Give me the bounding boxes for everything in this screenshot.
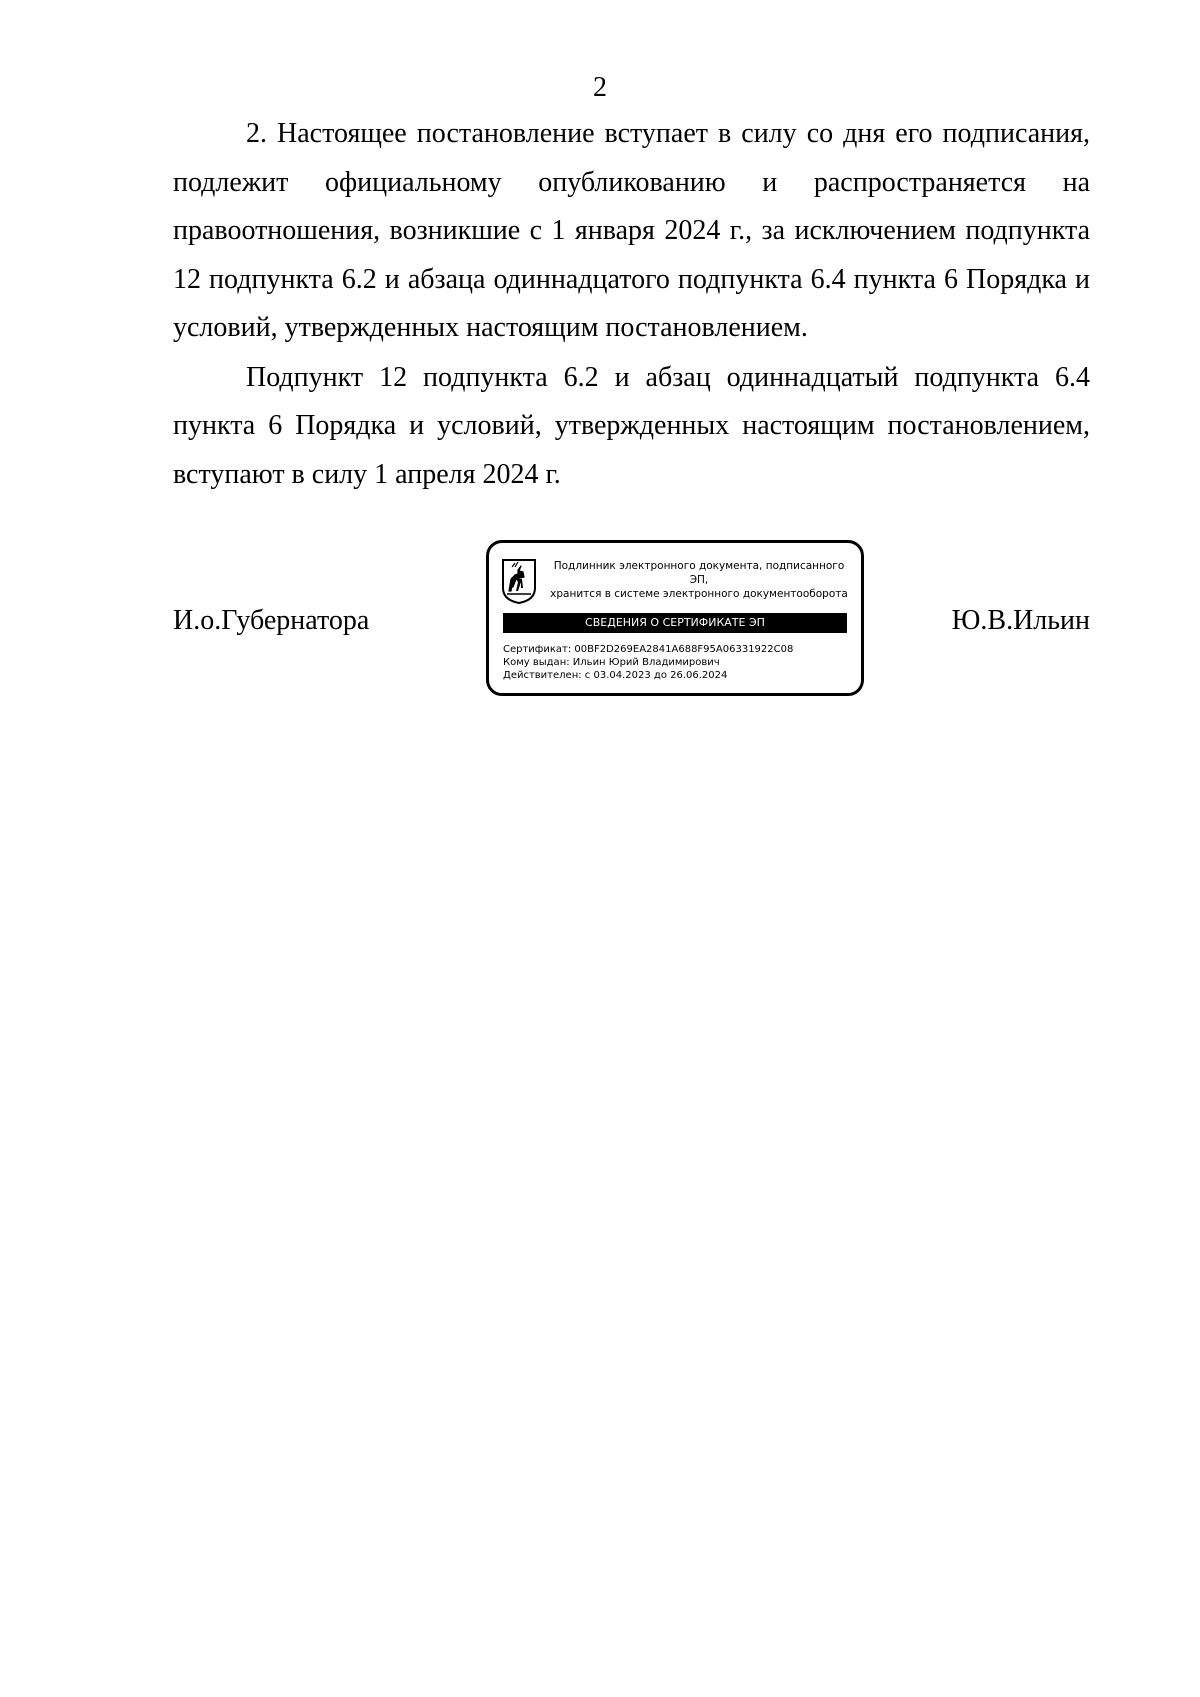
page-number: 2 <box>593 72 607 103</box>
certificate-value: 00BF2D269EA2841A688F95A06331922C08 <box>574 644 794 655</box>
validity-row <box>503 669 853 682</box>
issued-to-value: Ильин Юрий Владимирович <box>572 657 720 668</box>
certificate-label: Сертификат: <box>503 644 572 655</box>
issued-to-label: Кому выдан: <box>503 657 570 668</box>
stamp-header-line-1: Подлинник электронного документа, подписанного ЭП, <box>553 560 845 586</box>
signer-title: И.о.Губернатора <box>173 605 370 636</box>
certificate-info-bar: СВЕДЕНИЯ О СЕРТИФИКАТЕ ЭП <box>503 613 847 633</box>
deer-coat-of-arms-icon <box>501 558 537 604</box>
certificate-details <box>503 643 853 682</box>
validity-value: с 03.04.2023 до 26.06.2024 <box>584 670 728 681</box>
paragraph-effective-date: 2. Настоящее постановление вступает в силу со дня его подписания, подлежит официальному опубликованию и распространяется на правоотношения, возникшие с 1 января 2024 г., за исключением подпункта 12 подпункта 6.2 и абзаца одиннадцатого подпункта 6.4 пункта 6 Порядка и условий, утвержденных настоящим постановлением. <box>173 118 1090 343</box>
stamp-header <box>543 559 855 601</box>
signer-name: Ю.В.Ильин <box>951 605 1090 636</box>
electronic-signature-stamp <box>486 540 864 696</box>
validity-label: Действителен: <box>503 670 582 681</box>
certificate-row <box>503 643 853 656</box>
issued-to-row <box>503 656 853 669</box>
stamp-header-line-2: хранится в системе электронного документооборота <box>550 588 848 600</box>
document-body <box>173 110 1090 499</box>
paragraph-exception-date: Подпункт 12 подпункта 6.2 и абзац одиннадцатый подпункта 6.4 пункта 6 Порядка и условий, утвержденных настоящим постановлением, вступают в силу 1 апреля 2024 г. <box>173 361 1090 490</box>
